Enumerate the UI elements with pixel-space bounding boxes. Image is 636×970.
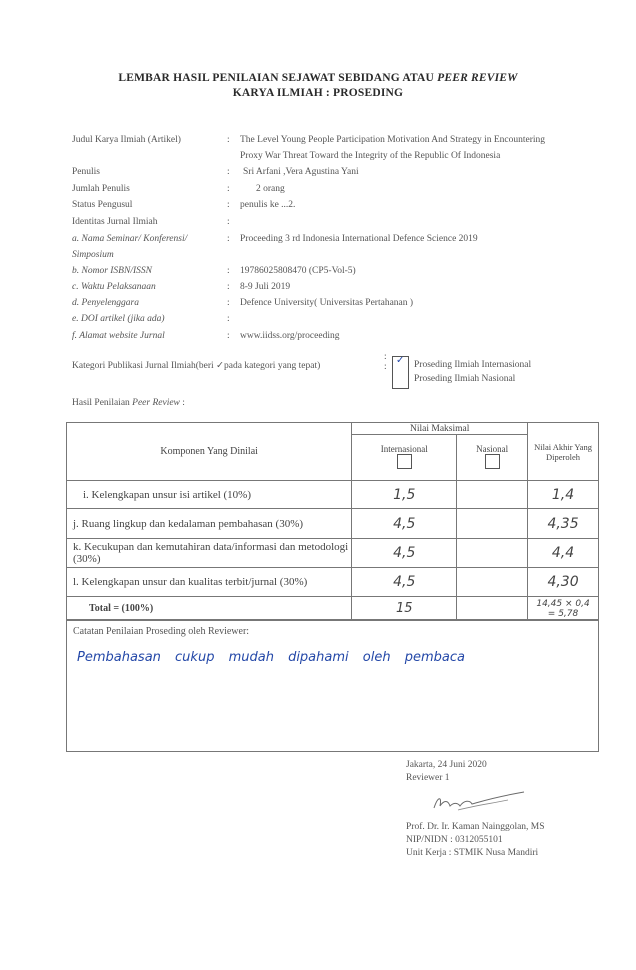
- status-pengusul-value: penulis ke ...2.: [240, 200, 296, 210]
- colon: :: [227, 135, 230, 145]
- hasil-peer-review: Peer Review: [132, 398, 180, 408]
- seminar-label: a. Nama Seminar/ Konferensi/: [72, 234, 188, 244]
- total-row: [67, 597, 599, 621]
- row-score: 4,4: [528, 539, 599, 568]
- document-subtitle: KARYA ILMIAH : PROSEDING: [232, 87, 404, 99]
- reviewer-name: Prof. Dr. Ir. Kaman Nainggolan, MS: [406, 822, 545, 832]
- status-pengusul-label: Status Pengusul: [72, 200, 133, 210]
- row-label: l. Kelengkapan unsur dan kualitas terbit/jurnal (30%): [67, 568, 352, 597]
- kategori-option-internasional: Proseding Ilmiah Internasional: [414, 360, 532, 370]
- isbn-label: b. Nomor ISBN/ISSN: [72, 266, 152, 276]
- total-score: [528, 597, 599, 621]
- nilai-maksimal-header: Nilai Maksimal: [352, 423, 528, 435]
- kategori-option-nasional: Proseding Ilmiah Nasional: [414, 374, 516, 384]
- row-score: 4,30: [528, 568, 599, 597]
- check-mark: ✓: [396, 355, 405, 366]
- total-score-line2: = 5,78: [547, 608, 579, 619]
- row-score: 1,4: [528, 481, 599, 509]
- row-label: k. Kecukupan dan kemutahiran data/informasi dan metodologi (30%): [67, 539, 352, 568]
- document-title: [0, 72, 636, 84]
- colon: :: [227, 331, 230, 341]
- nilai-akhir-header: Nilai Akhir Yang Diperoleh: [528, 423, 599, 481]
- nasional-header: Nasional: [476, 444, 509, 454]
- row-max: 4,5: [352, 568, 457, 597]
- kategori-checkbox[interactable]: [392, 356, 409, 389]
- penyelenggara-value: Defence University( Universitas Pertahanan ): [240, 298, 414, 308]
- table-row: [67, 481, 599, 509]
- waktu-label: c. Waktu Pelaksanaan: [72, 282, 156, 292]
- isbn-value: 1978602580847​0 (CP5-Vol-5): [240, 266, 356, 276]
- identitas-jurnal-label: Identitas Jurnal Ilmiah: [72, 217, 158, 227]
- alamat-value: www.iidss.org/proceeding: [240, 331, 340, 341]
- penulis-label: Penulis: [72, 167, 100, 177]
- row-score: 4,35: [528, 509, 599, 539]
- row-label: j. Ruang lingkup dan kedalaman pembahasan (30%): [67, 509, 352, 539]
- reviewer-unit: Unit Kerja : STMIK Nusa Mandiri: [406, 848, 539, 858]
- row-max: 1,5: [352, 481, 457, 509]
- waktu-value: 8-9 Juli 2019: [240, 282, 291, 292]
- row-nasional: [457, 481, 528, 509]
- colon: :: [227, 234, 230, 244]
- komponen-header: Komponen Yang Dinilai: [67, 423, 352, 481]
- row-nasional: [457, 568, 528, 597]
- total-score-line1: 14,45 × 0,4: [536, 598, 590, 609]
- place-date: Jakarta, 24 Juni 2020: [406, 760, 487, 770]
- title-line1: LEMBAR HASIL PENILAIAN SEJAWAT SEBIDANG ATAU: [118, 72, 435, 84]
- internasional-header: Internasional: [380, 444, 428, 454]
- row-nasional: [457, 539, 528, 568]
- colon: :: [227, 282, 230, 292]
- colon: :: [384, 362, 387, 372]
- judul-value-line2: Proxy War Threat Toward the Integrity of the Republic Of Indonesia: [240, 151, 501, 161]
- doi-label: e. DOI artikel (jika ada): [72, 314, 165, 324]
- internasional-column: [352, 435, 457, 481]
- reviewer-nip: NIP/NIDN : 0312055101: [406, 835, 503, 845]
- colon: :: [227, 167, 230, 177]
- notes-handwritten: Pembahasan cukup mudah dipahami oleh pembaca: [77, 650, 465, 665]
- jumlah-penulis-value: 2 orang: [256, 184, 285, 194]
- hasil-penilaian-heading: [72, 398, 185, 408]
- kategori-label: Kategori Publikasi Jurnal Ilmiah(beri ✓pada kategori yang tepat): [72, 361, 321, 371]
- table-row: [67, 568, 599, 597]
- notes-label: Catatan Penilaian Proseding oleh Reviewer:: [73, 626, 250, 637]
- hasil-suffix: :: [182, 398, 185, 408]
- signature-mark: [428, 786, 528, 818]
- judul-value-line1: The Level Young People Participation Motivation And Strategy in Encountering: [240, 135, 546, 145]
- row-nasional: [457, 509, 528, 539]
- title-peer-review: PEER REVIEW: [437, 72, 518, 84]
- peer-review-table: [66, 422, 599, 621]
- colon: :: [227, 184, 230, 194]
- jumlah-penulis-label: Jumlah Penulis: [72, 184, 130, 194]
- judul-label: Judul Karya Ilmiah (Artikel): [72, 135, 181, 145]
- colon: :: [227, 314, 230, 324]
- total-max: 15: [352, 597, 457, 621]
- row-max: 4,5: [352, 539, 457, 568]
- colon: :: [227, 217, 230, 227]
- seminar-label-line2: Simposium: [72, 250, 114, 260]
- table-header-row: [67, 423, 599, 435]
- penyelenggara-label: d. Penyelenggara: [72, 298, 140, 308]
- reviewer-label: Reviewer 1: [406, 773, 450, 783]
- table-row: [67, 509, 599, 539]
- nasional-checkbox[interactable]: [485, 454, 500, 469]
- hasil-prefix: Hasil Penilaian: [72, 398, 130, 408]
- penulis-value: Sri Arfani ,Vera Agustina Yani: [243, 167, 359, 177]
- row-max: 4,5: [352, 509, 457, 539]
- internasional-checkbox[interactable]: [397, 454, 412, 469]
- colon: :: [227, 266, 230, 276]
- total-label: Total = (100%): [67, 597, 352, 621]
- table-row: [67, 539, 599, 568]
- row-label: i. Kelengkapan unsur isi artikel (10%): [67, 481, 352, 509]
- colon: :: [227, 298, 230, 308]
- colon: :: [227, 200, 230, 210]
- seminar-value: Proceeding 3 rd Indonesia International Defence Science 2019: [240, 234, 478, 244]
- alamat-label: f. Alamat website Jurnal: [72, 331, 165, 341]
- colon: :: [384, 352, 387, 362]
- reviewer-notes-box: [66, 619, 599, 752]
- nasional-column: [457, 435, 528, 481]
- total-nasional: [457, 597, 528, 621]
